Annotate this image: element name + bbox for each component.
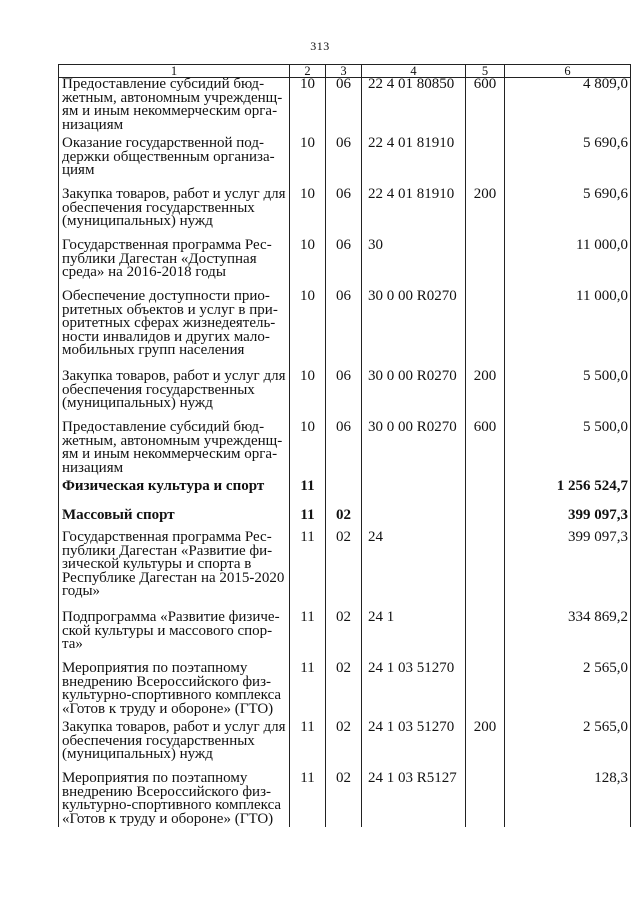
budget-table-container xyxy=(58,64,630,827)
row-section: 11 xyxy=(290,480,326,509)
row-target-code: 30 0 00 R0270 xyxy=(362,290,466,370)
row-amount: 2 565,0 xyxy=(505,662,631,721)
row-target-code xyxy=(362,480,466,509)
table-row xyxy=(59,480,631,509)
row-amount: 5 500,0 xyxy=(505,370,631,421)
row-name: Мероприятия по поэтапному внедрению Всероссийского физ-культурно-спортивного комплекса «Готов к труду и обороне» (ГТО) xyxy=(59,772,290,827)
table-row xyxy=(59,239,631,290)
row-target-code: 30 0 00 R0270 xyxy=(362,421,466,480)
row-name: Подпрограмма «Развитие физиче-ской культуры и массового спор-та» xyxy=(59,611,290,662)
row-subsection: 02 xyxy=(326,772,362,827)
row-target-code: 22 4 01 81910 xyxy=(362,137,466,188)
row-subsection: 02 xyxy=(326,611,362,662)
row-amount: 5 690,6 xyxy=(505,137,631,188)
row-name: Предоставление субсидий бюд-жетным, автономным учрежденщ-ям и иным некоммерческим орга-низациям xyxy=(59,78,290,138)
row-subsection: 06 xyxy=(326,137,362,188)
table-row xyxy=(59,137,631,188)
row-subsection: 02 xyxy=(326,662,362,721)
row-subsection: 02 xyxy=(326,509,362,531)
row-target-code: 24 xyxy=(362,531,466,611)
table-body xyxy=(59,78,631,828)
row-target-code: 30 0 00 R0270 xyxy=(362,370,466,421)
row-target-code: 24 1 03 51270 xyxy=(362,662,466,721)
row-target-code: 22 4 01 81910 xyxy=(362,188,466,239)
row-section: 10 xyxy=(290,137,326,188)
table-row xyxy=(59,421,631,480)
header-col-6: 6 xyxy=(505,65,631,78)
row-subsection: 06 xyxy=(326,290,362,370)
table-row xyxy=(59,509,631,531)
header-col-5: 5 xyxy=(466,65,505,78)
header-col-4: 4 xyxy=(362,65,466,78)
row-section: 11 xyxy=(290,531,326,611)
table-row xyxy=(59,662,631,721)
row-subsection: 06 xyxy=(326,370,362,421)
table-row xyxy=(59,188,631,239)
table-row xyxy=(59,290,631,370)
row-expense-type xyxy=(466,611,505,662)
row-target-code: 24 1 03 R5127 xyxy=(362,772,466,827)
row-subsection: 06 xyxy=(326,421,362,480)
row-expense-type: 200 xyxy=(466,721,505,772)
row-section: 10 xyxy=(290,370,326,421)
row-subsection: 06 xyxy=(326,239,362,290)
row-expense-type xyxy=(466,531,505,611)
budget-table xyxy=(58,64,631,827)
row-target-code: 24 1 xyxy=(362,611,466,662)
row-amount: 4 809,0 xyxy=(505,78,631,138)
table-row xyxy=(59,531,631,611)
row-expense-type xyxy=(466,480,505,509)
row-name: Государственная программа Рес-публики Дагестан «Доступная среда» на 2016-2018 годы xyxy=(59,239,290,290)
row-amount: 2 565,0 xyxy=(505,721,631,772)
row-name: Оказание государственной под-держки общественным организа-циям xyxy=(59,137,290,188)
row-expense-type xyxy=(466,239,505,290)
row-expense-type xyxy=(466,290,505,370)
row-section: 10 xyxy=(290,421,326,480)
row-expense-type: 600 xyxy=(466,78,505,138)
row-amount: 11 000,0 xyxy=(505,239,631,290)
row-subsection: 06 xyxy=(326,78,362,138)
header-col-2: 2 xyxy=(290,65,326,78)
row-section: 11 xyxy=(290,721,326,772)
row-section: 11 xyxy=(290,509,326,531)
row-expense-type: 600 xyxy=(466,421,505,480)
row-target-code: 22 4 01 80850 xyxy=(362,78,466,138)
table-row xyxy=(59,721,631,772)
row-section: 10 xyxy=(290,290,326,370)
row-expense-type: 200 xyxy=(466,188,505,239)
header-col-3: 3 xyxy=(326,65,362,78)
row-name: Закупка товаров, работ и услуг для обеспечения государственных (муниципальных) нужд xyxy=(59,721,290,772)
row-target-code: 30 xyxy=(362,239,466,290)
row-name: Предоставление субсидий бюд-жетным, автономным учрежденщ-ям и иным некоммерческим орга-низациям xyxy=(59,421,290,480)
row-expense-type xyxy=(466,662,505,721)
table-row xyxy=(59,772,631,827)
row-name: Закупка товаров, работ и услуг для обеспечения государственных (муниципальных) нужд xyxy=(59,370,290,421)
row-amount: 5 690,6 xyxy=(505,188,631,239)
row-name: Закупка товаров, работ и услуг для обеспечения государственных (муниципальных) нужд xyxy=(59,188,290,239)
row-name: Массовый спорт xyxy=(59,509,290,531)
row-amount: 5 500,0 xyxy=(505,421,631,480)
row-section: 11 xyxy=(290,772,326,827)
row-section: 11 xyxy=(290,662,326,721)
row-subsection: 02 xyxy=(326,721,362,772)
row-name: Физическая культура и спорт xyxy=(59,480,290,509)
row-amount: 399 097,3 xyxy=(505,531,631,611)
row-amount: 334 869,2 xyxy=(505,611,631,662)
row-subsection xyxy=(326,480,362,509)
row-amount: 399 097,3 xyxy=(505,509,631,531)
row-expense-type xyxy=(466,509,505,531)
table-row xyxy=(59,78,631,138)
row-amount: 11 000,0 xyxy=(505,290,631,370)
header-col-1: 1 xyxy=(59,65,290,78)
row-name: Мероприятия по поэтапному внедрению Всероссийского физ-культурно-спортивного комплекса «Готов к труду и обороне» (ГТО) xyxy=(59,662,290,721)
row-section: 10 xyxy=(290,239,326,290)
row-expense-type xyxy=(466,772,505,827)
row-expense-type xyxy=(466,137,505,188)
row-expense-type: 200 xyxy=(466,370,505,421)
table-row xyxy=(59,611,631,662)
row-subsection: 06 xyxy=(326,188,362,239)
row-subsection: 02 xyxy=(326,531,362,611)
row-target-code: 24 1 03 51270 xyxy=(362,721,466,772)
row-name: Государственная программа Рес-публики Дагестан «Развитие фи-зической культуры и спорта в Республике Дагестан на 2015-2020 годы» xyxy=(59,531,290,611)
row-name: Обеспечение доступности прио-ритетных объектов и услуг в при-оритетных сферах жизнедеятель-ности инвалидов и других мало-мобильных групп населения xyxy=(59,290,290,370)
row-section: 10 xyxy=(290,78,326,138)
page-number: 313 xyxy=(310,39,330,53)
row-section: 10 xyxy=(290,188,326,239)
row-target-code xyxy=(362,509,466,531)
row-amount: 1 256 524,7 xyxy=(505,480,631,509)
row-amount: 128,3 xyxy=(505,772,631,827)
row-section: 11 xyxy=(290,611,326,662)
table-row xyxy=(59,370,631,421)
